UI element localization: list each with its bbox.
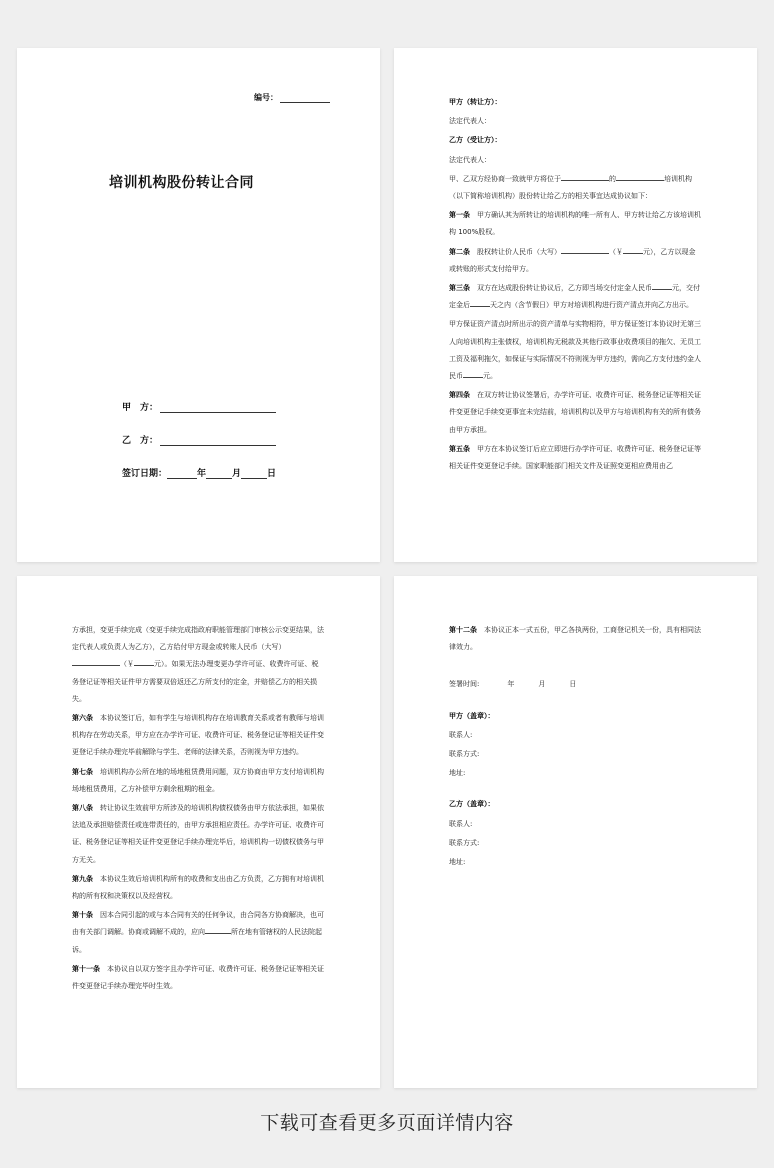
article-3-part-1: 双方在达成股份转让协议后，乙方即当场交付定金人民币 (477, 284, 652, 293)
legal-rep-a: 法定代表人： (449, 117, 491, 126)
article-6-head: 第六条 (72, 714, 93, 723)
legal-rep-b: 法定代表人： (449, 155, 491, 164)
party-b-seal-label: 乙方（盖章）： (449, 800, 495, 809)
download-more-note: 下载可查看更多页面详情内容 (260, 1112, 514, 1134)
continued-part-1: 方承担，变更手续完成（变更手续完成指政府职能管理部门审核公示变更结果，法定代表人或负责人为乙方），乙方给付甲方现金或转账人民币（大写） (72, 626, 324, 652)
day-blank (241, 469, 267, 479)
sign-time-label: 签署时间: (449, 680, 480, 689)
article-7-text: 培训机构办公所在地的场地租赁费用问题，双方协商由甲方支付培训机构场地租赁费用，乙方补偿甲方剩余租期的租金。 (72, 767, 324, 793)
sign-time-line (449, 676, 702, 693)
party-b-contact: 联系人: (449, 819, 473, 828)
article-1 (449, 207, 702, 241)
party-b-contact-method: 联系方式: (449, 838, 480, 847)
party-a-blank (160, 403, 276, 413)
payment-words-blank (72, 658, 120, 666)
page-2-text (449, 94, 702, 477)
article-12 (449, 622, 702, 656)
article-4-head: 第四条 (449, 391, 470, 400)
serial-blank (280, 94, 330, 103)
deposit-blank (652, 282, 672, 290)
continued-part-3: 元）。如果无法办理变更办学许可证、收费许可证、税务登记证等相关证件甲方需要双倍返还乙方所支付的定金，并赔偿乙方的相关损失。 (72, 660, 319, 703)
sign-date-line (122, 466, 276, 479)
party-b-line (122, 433, 276, 446)
article-11-text: 本协议自以双方签字且办学许可证、收费许可证、税务登记证等相关证件变更登记手续办理完毕时生效。 (72, 964, 324, 991)
article-8-head: 第八条 (72, 804, 93, 813)
days-blank (470, 299, 490, 307)
day-label: 日 (267, 469, 277, 479)
party-a-seal-label: 甲方（盖章）： (449, 711, 495, 720)
serial-label: 编号： (254, 93, 278, 102)
article-7 (72, 764, 325, 798)
month-blank (206, 469, 232, 479)
month-label: 月 (232, 469, 242, 479)
party-b-transferee-label: 乙方（受让方）： (449, 136, 502, 145)
preamble (449, 171, 702, 205)
preamble-part-1: 甲、乙双方经协商一致就甲方将位于 (449, 174, 561, 183)
year-blank (167, 469, 197, 479)
article-5 (449, 441, 702, 475)
article-10-part-1: 因本合同引起的或与本合同有关的任何争议，由合同各方协商解决，也可由有关部门调解。协商或调解不成的，应向 (72, 911, 324, 937)
article-10 (72, 907, 325, 959)
year-label: 年 (197, 469, 207, 479)
contract-page-2 (394, 48, 757, 562)
article-12-head: 第十二条 (449, 626, 477, 634)
party-a-address: 地址: (449, 769, 466, 778)
serial-number-field (254, 92, 330, 103)
contract-page-3 (17, 576, 380, 1088)
article-2 (449, 244, 702, 278)
article-2-part-1: 股权转让价人民币（大写） (477, 247, 561, 256)
article-8-text: 转让协议生效前甲方所涉及的培训机构债权债务由甲方依法承担，如果依法追及承担赔偿责任或连带责任的，由甲方承担相应责任。办学许可证、收费许可证、税务登记证等相关证件变更登记手续办理完毕后，培训机构一切债权债务与甲方无关。 (72, 804, 324, 864)
article-11 (72, 961, 325, 995)
article-10-head: 第十条 (72, 911, 93, 920)
article-8 (72, 800, 325, 869)
sign-year-label: 年 (507, 680, 515, 689)
article-3 (449, 280, 702, 314)
article-9-text: 本协议生效后培训机构所有的收费和支出由乙方负责，乙方拥有对培训机构的所有权和决策权以及经营权。 (72, 874, 324, 901)
article-9 (72, 871, 325, 905)
location-blank (561, 173, 609, 181)
guarantee-part-2: 元。 (483, 372, 497, 381)
page-3-text (72, 622, 325, 997)
article-2-part-3: 元），乙方以现金或转账的形式支付给甲方。 (449, 247, 696, 273)
party-a-line (122, 400, 276, 413)
penalty-blank (463, 370, 483, 378)
party-a-contact-method: 联系方式: (449, 750, 480, 759)
preamble-part-2: 的 (609, 174, 616, 183)
party-a-contact: 联系人: (449, 730, 473, 739)
party-a-label: 甲 方： (122, 403, 159, 413)
article-3-part-2: 元，交付定金后 (449, 284, 700, 310)
article-3-head: 第三条 (449, 284, 470, 293)
document-title: 培训机构股份转让合同 (109, 175, 254, 191)
article-4-text: 在双方转让协议签署后，办学许可证、收费许可证、税务登记证等相关证件变更登记手续变更事宜未完结前，培训机构以及甲方与培训机构有关的所有债务由甲方承担。 (449, 391, 701, 434)
article-12-text: 本协议正本一式五份，甲乙各执两份，工商登记机关一份，具有相同法律效力。 (449, 626, 701, 652)
sign-date-label: 签订日期： (122, 469, 168, 479)
article-5-head: 第五条 (449, 444, 470, 453)
payment-number-blank (134, 658, 154, 666)
party-a-transferor-label: 甲方（转让方）： (449, 98, 502, 106)
institution-blank (616, 173, 664, 181)
article-2-part-2: （￥ (609, 247, 623, 256)
article-3-part-3: 天之内（含节假日）甲方对培训机构进行资产清点并向乙方出示。 (490, 301, 693, 310)
price-words-blank (561, 246, 609, 254)
preamble-part-3: 培训机构（以下简称培训机构）股份转让给乙方的相关事宜达成协议如下： (449, 174, 692, 201)
article-6-text: 本协议签订后，如有学生与培训机构存在培训教育关系或者有教师与培训机构存在劳动关系，甲方应在办学许可证、收费许可证、税务登记证等相关证件变更登记手续办理完毕前解除与学生、老师的法律关系，否则视为甲方违约。 (72, 714, 324, 757)
article-5-text: 甲方在本协议签订后应立即进行办学许可证、收费许可证、税务登记证等相关证件变更登记手续。国家职能部门相关文件及证照变更相应费用由乙 (449, 444, 701, 471)
article-9-head: 第九条 (72, 874, 93, 883)
party-b-label: 乙 方： (122, 436, 159, 446)
court-location-blank (205, 926, 231, 934)
article-11-head: 第十一条 (72, 964, 100, 973)
article-1-text: 甲方确认其为所转让的培训机构的唯一所有人、甲方转让给乙方该培训机构 100%股权。 (449, 211, 701, 237)
article-7-head: 第七条 (72, 767, 93, 776)
contract-cover-page (17, 48, 380, 562)
article-10-part-2: 所在地有管辖权的人民法院起诉。 (72, 928, 322, 954)
article-4 (449, 387, 702, 439)
contract-signature-page (394, 576, 757, 1088)
sign-month-label: 月 (538, 680, 546, 689)
article-6 (72, 710, 325, 762)
guarantee-part-1: 甲方保证资产清点时所出示的资产清单与实物相符，甲方保证签订本协议时无第三人向培训机构主张债权，培训机构无税款及其他行政事业收费项目的拖欠、无员工工资及福利拖欠，如保证与实际情况不符则视为甲方违约，需向乙方支付违约金人民币 (449, 320, 701, 381)
party-b-blank (160, 436, 276, 446)
party-b-address: 地址: (449, 858, 466, 867)
article-1-head: 第一条 (449, 211, 470, 220)
page-4-text (449, 622, 702, 873)
sign-day-label: 日 (569, 680, 577, 689)
price-number-blank (623, 246, 643, 254)
guarantee-paragraph (449, 316, 702, 385)
continued-part-2: （￥ (120, 660, 134, 669)
article-2-head: 第二条 (449, 247, 470, 256)
article-5-continued (72, 622, 325, 708)
